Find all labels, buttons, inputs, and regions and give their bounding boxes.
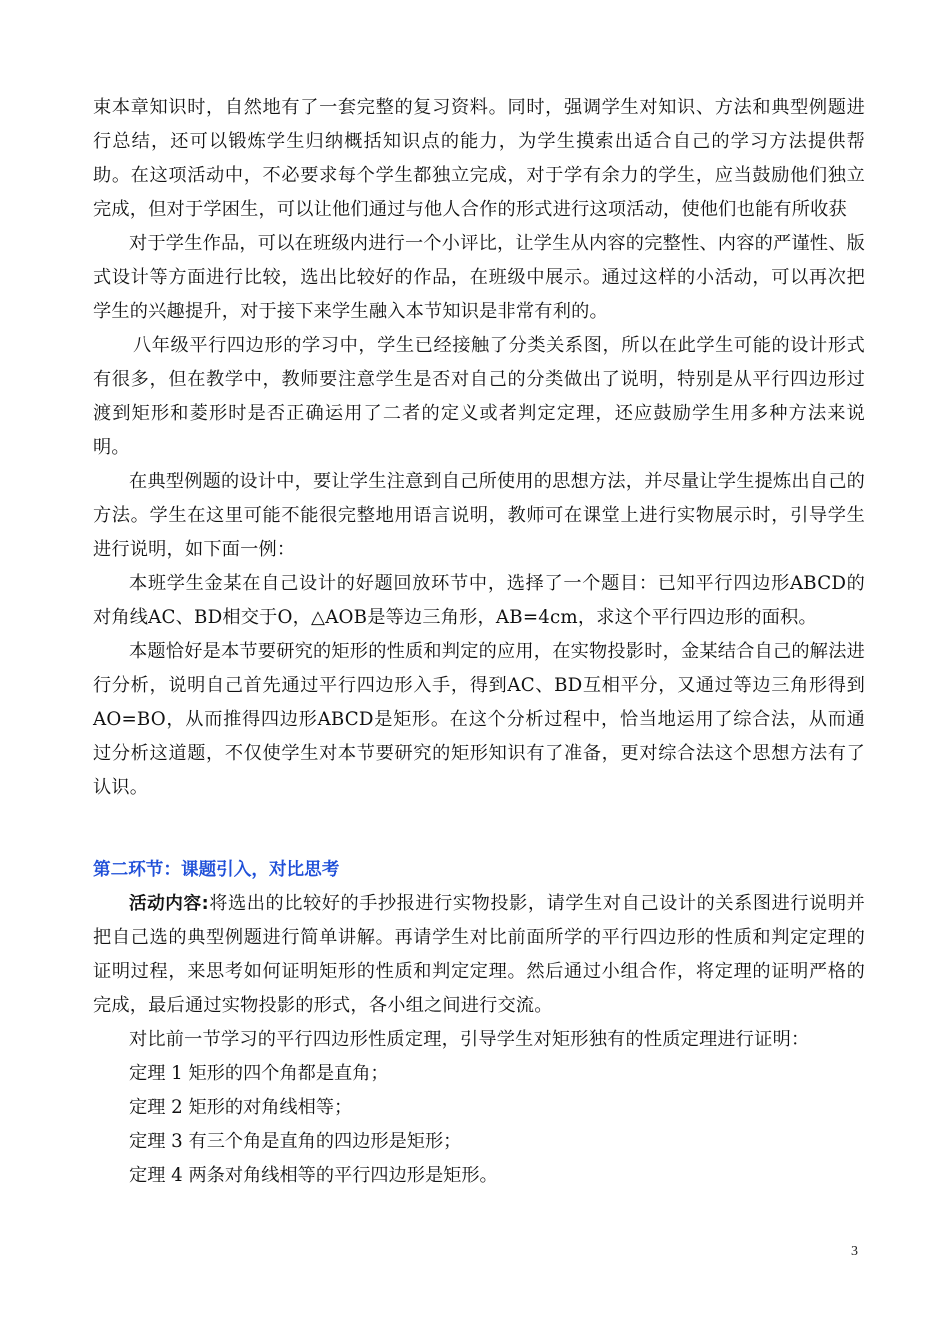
theorem-3: 定理 3 有三个角是直角的四边形是矩形； xyxy=(129,1131,462,1152)
paragraph-6: 本题恰好是本节要研究的矩形的性质和判定的应用，在实物投影时，金某结合自己的解法进行分析，说明自己首先通过平行四边形入手，得到AC、BD互相平分，又通过等边三角形得到AO=BO，从而推得四边形ABCD是矩形。在这个分析过程中，恰当地运用了综合法，从而通过分析这道题，不仅使学生对本节要研究的矩形知识有了准备，更对综合法这个思想方法有了认识。 xyxy=(93,641,865,798)
activity-text: 将选出的比较好的手抄报进行实物投影，请学生对自己设计的关系图进行说明并把自己选的典型例题进行简单讲解。再请学生对比前面所学的平行四边形的性质和判定定理的证明过程，来思考如何证明矩形的性质和判定定理。然后通过小组合作，将定理的证明严格的完成，最后通过实物投影的形式，各小组之间进行交流。 xyxy=(93,893,865,1016)
page-number: 3 xyxy=(851,1244,858,1259)
theorem-intro: 对比前一节学习的平行四边形性质定理，引导学生对矩形独有的性质定理进行证明： xyxy=(129,1029,810,1050)
activity-paragraph xyxy=(93,887,865,1023)
theorem-2: 定理 2 矩形的对角线相等； xyxy=(129,1097,353,1118)
section-spacer xyxy=(93,805,865,853)
paragraph-3: 八年级平行四边形的学习中，学生已经接触了分类关系图，所以在此学生可能的设计形式有很多，但在教学中，教师要注意学生是否对自己的分类做出了说明，特别是从平行四边形过渡到矩形和菱形时是否正确运用了二者的定义或者判定定理，还应鼓励学生用多种方法来说明。 xyxy=(93,335,865,458)
paragraph-2: 对于学生作品，可以在班级内进行一个小评比，让学生从内容的完整性、内容的严谨性、版式设计等方面进行比较，选出比较好的作品，在班级中展示。通过这样的小活动，可以再次把学生的兴趣提升，对于接下来学生融入本节知识是非常有利的。 xyxy=(93,233,865,322)
activity-label: 活动内容: xyxy=(129,894,209,914)
paragraph-5: 本班学生金某在自己设计的好题回放环节中，选择了一个题目：已知平行四边形ABCD的对角线AC、BD相交于O，△AOB是等边三角形，AB=4cm，求这个平行四边形的面积。 xyxy=(93,573,865,628)
paragraph-1: 束本章知识时，自然地有了一套完整的复习资料。同时，强调学生对知识、方法和典型例题进行总结，还可以锻炼学生归纳概括知识点的能力，为学生摸索出适合自己的学习方法提供帮助。在这项活动中，不必要求每个学生都独立完成，对于学有余力的学生，应当鼓励他们独立完成，但对于学困生，可以让他们通过与他人合作的形式进行这项活动，使他们也能有所收获 xyxy=(93,97,865,220)
theorem-1: 定理 1 矩形的四个角都是直角； xyxy=(129,1063,389,1084)
theorem-4: 定理 4 两条对角线相等的平行四边形是矩形。 xyxy=(129,1165,498,1186)
section-title: 第二环节：课题引入，对比思考 xyxy=(93,860,340,880)
document-body xyxy=(93,91,865,1193)
paragraph-4: 在典型例题的设计中，要让学生注意到自己所使用的思想方法，并尽量让学生提炼出自己的方法。学生在这里可能不能很完整地用语言说明，教师可在课堂上进行实物展示时，引导学生进行说明，如下面一例： xyxy=(93,471,865,560)
